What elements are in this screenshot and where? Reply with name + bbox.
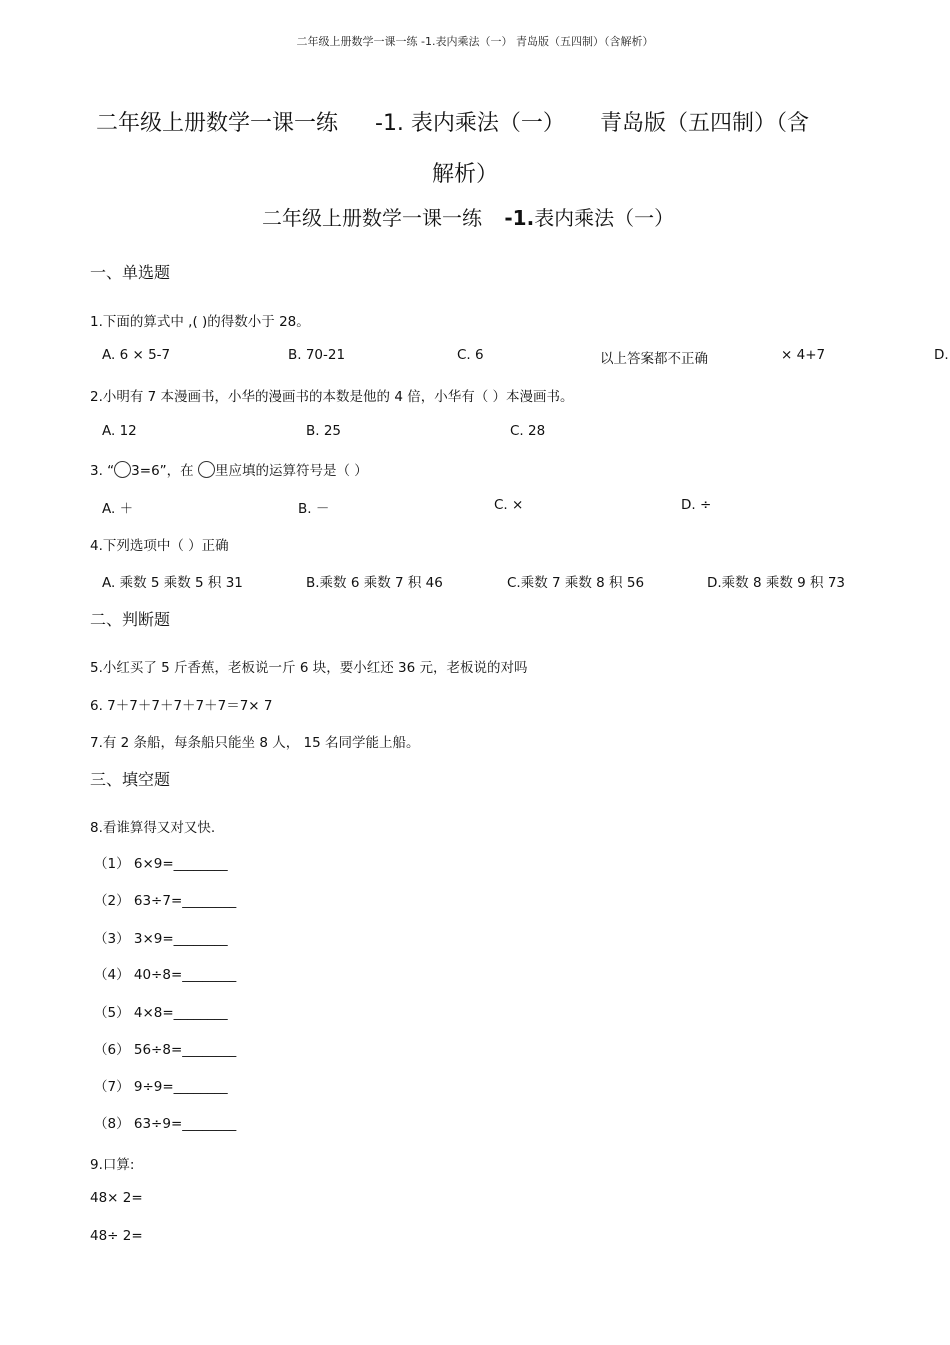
- question-4: 4.下列选项中（ ）正确: [90, 538, 229, 554]
- circle-icon: [198, 461, 215, 478]
- q4-option-a: A. 乘数 5 乘数 5 积 31: [102, 575, 243, 591]
- question-1: 1.下面的算式中 ,( )的得数小于 28。: [90, 314, 310, 330]
- subtitle-part-2: -1.: [504, 206, 535, 230]
- question-9: 9.口算:: [90, 1157, 135, 1173]
- q8-item: （2） 63÷7=________: [94, 893, 237, 909]
- document-title-cont: 解析）: [431, 162, 498, 187]
- q4-option-c: C.乘数 7 乘数 8 积 56: [507, 575, 645, 591]
- q1-option-c-text: 以上答案都不正确: [600, 351, 708, 367]
- q4-option-b: B.乘数 6 乘数 7 积 46: [306, 575, 443, 591]
- q8-item: （3） 3×9=________: [94, 931, 228, 947]
- q1-option-c: C. 6: [457, 347, 484, 363]
- q3-prefix: 3. “: [90, 463, 115, 479]
- q9-item: 48÷ 2=: [90, 1228, 143, 1244]
- q8-item: （7） 9÷9=________: [94, 1079, 228, 1095]
- question-2: 2.小明有 7 本漫画书，小华的漫画书的本数是他的 4 倍，小华有（ ）本漫画书。: [90, 389, 574, 405]
- question-7: 7.有 2 条船，每条船只能坐 8 人， 15 名同学能上船。: [90, 735, 420, 751]
- q3-suffix: 里应填的运算符号是（ ）: [214, 463, 368, 479]
- q8-item: （8） 63÷9=________: [94, 1116, 237, 1132]
- subtitle-part-1: 二年级上册数学一课一练: [262, 206, 482, 230]
- title-part-3: 青岛版（五四制）（含: [600, 111, 810, 136]
- circle-blank-icon: [114, 461, 131, 478]
- q4-option-d: D.乘数 8 乘数 9 积 73: [707, 575, 845, 591]
- section-heading-fill-blank: 三、填空题: [90, 770, 171, 789]
- q3-option-b: B. －: [298, 501, 330, 517]
- q1-option-c-tail: × 4+7: [781, 347, 826, 363]
- q2-option-b: B. 25: [306, 423, 342, 439]
- q9-item: 48× 2=: [90, 1190, 143, 1206]
- q3-middle: 3=6”，在: [131, 463, 194, 479]
- question-8: 8.看谁算得又对又快.: [90, 820, 216, 836]
- q8-item: （4） 40÷8=________: [94, 967, 237, 983]
- q8-item: （1） 6×9=________: [94, 856, 228, 872]
- question-6: 6. 7＋7＋7＋7＋7＋7＝7× 7: [90, 698, 273, 714]
- q2-option-a: A. 12: [102, 423, 137, 439]
- document-subtitle: [262, 202, 674, 231]
- q1-option-d: D.: [934, 347, 949, 363]
- q3-option-a: A. ＋: [102, 501, 134, 517]
- q2-option-c: C. 28: [510, 423, 546, 439]
- q3-option-c: C. ×: [494, 497, 524, 513]
- question-5: 5.小红买了 5 斤香蕉，老板说一斤 6 块，要小红还 36 元，老板说的对吗: [90, 660, 528, 676]
- subtitle-part-3: 表内乘法（一）: [534, 206, 675, 230]
- page-header: 二年级上册数学一课一练 -1.表内乘法（一） 青岛版（五四制）（含解析）: [296, 35, 654, 48]
- q8-item: （6） 56÷8=________: [94, 1042, 237, 1058]
- title-part-1: 二年级上册数学一课一练: [96, 111, 339, 136]
- q1-option-a: A. 6 × 5-7: [102, 347, 171, 363]
- q1-option-b: B. 70-21: [288, 347, 346, 363]
- question-3: [90, 459, 368, 479]
- section-heading-single-choice: 一、单选题: [90, 263, 171, 282]
- q8-item: （5） 4×8=________: [94, 1005, 228, 1021]
- section-heading-true-false: 二、判断题: [90, 610, 171, 629]
- title-part-2: -1. 表内乘法（一）: [375, 111, 565, 136]
- q3-option-d: D. ÷: [681, 497, 712, 513]
